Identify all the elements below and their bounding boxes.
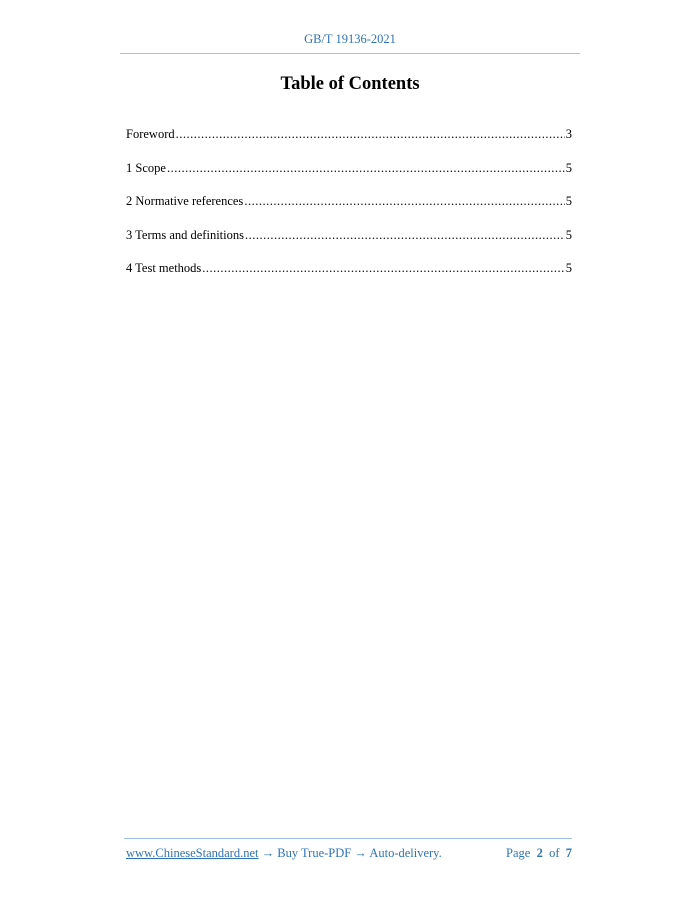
toc-entry-terms-and-definitions[interactable] (126, 227, 572, 244)
footer-divider (124, 838, 572, 839)
page-label: Page (506, 846, 531, 860)
toc-list (126, 126, 572, 294)
toc-entry-test-methods[interactable] (126, 260, 572, 277)
auto-delivery-text: Auto-delivery. (369, 846, 442, 860)
toc-entry-normative-references[interactable] (126, 193, 572, 210)
total-pages-number: 7 (565, 846, 572, 860)
toc-dot-leader (245, 227, 565, 244)
footer-promo (126, 846, 442, 861)
toc-entry-page: 5 (565, 227, 572, 242)
standard-code-header: GB/T 19136-2021 (304, 32, 396, 46)
toc-dot-leader (167, 160, 565, 177)
toc-entry-label: 4 Test methods (126, 261, 202, 275)
toc-entry-page: 5 (565, 194, 572, 208)
of-label: of (549, 846, 560, 860)
toc-entry-label: 1 Scope (126, 160, 166, 175)
toc-dot-leader (244, 193, 564, 210)
toc-entry-page: 5 (565, 160, 572, 175)
toc-title: Table of Contents (280, 74, 420, 94)
toc-entry-page: 5 (565, 261, 572, 275)
website-link[interactable]: www.ChineseStandard.net (126, 846, 259, 860)
toc-entry-scope[interactable] (126, 160, 572, 177)
arrow-right-icon: → (261, 846, 275, 860)
toc-entry-label: 2 Normative references (126, 194, 244, 208)
buy-true-pdf-text: Buy True-PDF (277, 846, 352, 860)
arrow-right-icon: → (354, 846, 367, 860)
current-page-number: 2 (536, 846, 543, 860)
toc-dot-leader (202, 260, 564, 277)
toc-entry-label: 3 Terms and definitions (126, 227, 244, 242)
toc-dot-leader (176, 126, 565, 143)
header-divider (120, 53, 580, 54)
toc-entry-page: 3 (565, 127, 572, 141)
page-indicator (506, 846, 572, 861)
toc-entry-foreword[interactable] (126, 126, 572, 143)
toc-entry-label: Foreword (126, 127, 175, 141)
